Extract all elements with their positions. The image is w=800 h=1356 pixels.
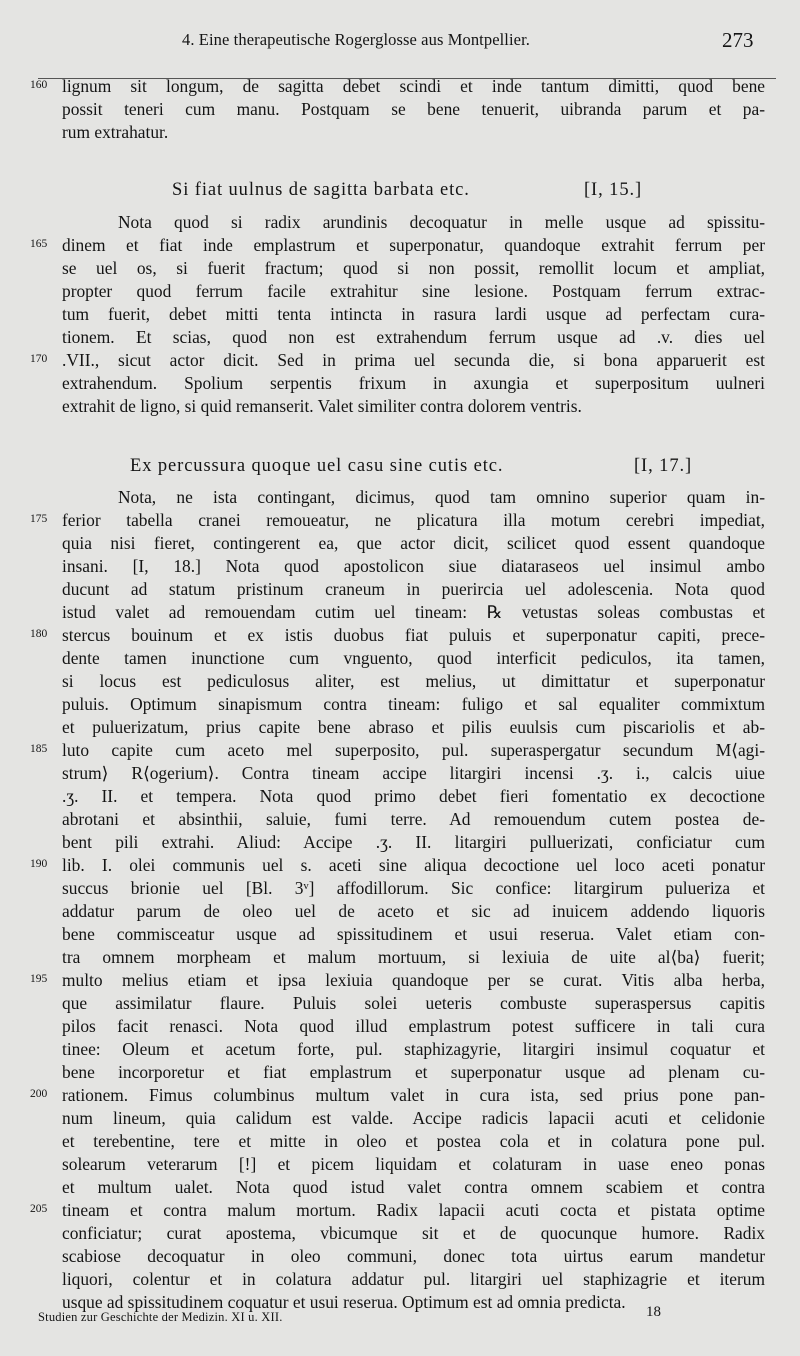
line-number: 165 (30, 238, 48, 250)
line-text: liquori, colentur et in colatura addatur pul. litargiri uel staphizagrie et iterum (62, 1269, 765, 1289)
line-text: solearum veterarum [!] et picem liquidam et colaturam in uase eneo ponas (62, 1154, 765, 1174)
line-text: istud valet ad remouendam cutim uel tineam: ℞ vetustas soleas combustas et (62, 602, 765, 622)
line-text: que assimilatur flaure. Puluis solei ueteris combuste superaspersus capitis (62, 993, 765, 1013)
line-text: tineam et contra malum mortum. Radix lapacii acuti cocta et pistata optime (62, 1200, 765, 1220)
line-text: rationem. Fimus columbinus multum valet in cura ista, sed prius pone pan- (62, 1085, 765, 1105)
line-text: Nota quod si radix arundinis decoquatur in melle usque ad spissitu- (118, 212, 765, 232)
line-text: luto capite cum aceto mel superposito, pul. superaspergatur secundum M⟨agi- (62, 740, 765, 760)
line-text: tionem. Et scias, quod non est extrahendum ferrum usque ad .v. dies uel (62, 327, 765, 347)
line-text: ferior tabella cranei remoueatur, ne plicatura illa motum cerebri impediat, (62, 510, 765, 530)
line-text: bent pili extrahi. Aliud: Accipe .ʒ. II. litargiri pulluerizati, conficiatur cum (62, 832, 765, 852)
text-line (0, 924, 800, 947)
text-line (0, 487, 800, 510)
text-line (0, 740, 800, 763)
text-line (0, 510, 800, 533)
section-heading-ref: [I, 15.] (584, 180, 643, 200)
text-line (0, 648, 800, 671)
running-title: 4. Eine therapeutische Rogerglosse aus Montpellier. (182, 30, 531, 49)
text-line (0, 533, 800, 556)
line-number: 190 (30, 858, 48, 870)
line-text: tra omnem morpheam et malum mortuum, si lexiuia de uite al⟨ba⟩ fuerit; (62, 947, 765, 967)
line-text: dente tamen inunctione cum vnguento, quod interficit pediculos, ita tamen, (62, 648, 765, 668)
text-line (0, 350, 800, 373)
text-line (0, 1200, 800, 1223)
page-header (0, 28, 800, 58)
line-text: multo melius etiam et ipsa lexiuia quandoque per se curat. Vitis alba herba, (62, 970, 765, 990)
text-line (0, 763, 800, 786)
text-line (0, 993, 800, 1016)
text-line (0, 832, 800, 855)
text-line (0, 373, 800, 396)
line-text: addatur parum de oleo uel de aceto et sic ad inuicem addendo liquoris (62, 901, 765, 921)
text-line (0, 99, 800, 122)
line-text: lignum sit longum, de sagitta debet scindi et inde tantum dimitti, quod bene (62, 76, 765, 96)
text-line (0, 878, 800, 901)
line-text: dinem et fiat inde emplastrum et superponatur, quandoque extrahit ferrum per (62, 235, 765, 255)
text-line (0, 1223, 800, 1246)
signature-mark: 18 (646, 1304, 661, 1320)
line-number: 180 (30, 628, 48, 640)
text-line (0, 1246, 800, 1269)
line-text: insani. [I, 18.] Nota quod apostolicon siue diataraseos uel insimul ambo (62, 556, 765, 576)
text-line (0, 396, 800, 419)
line-text: extrahit de ligno, si quid remanserit. Valet similiter contra dolorem ventris. (62, 396, 582, 416)
text-line (0, 122, 800, 145)
line-number: 195 (30, 973, 48, 985)
page-footer (0, 1304, 800, 1328)
line-text: strum⟩ R⟨ogerium⟩. Contra tineam accipe litargiri incensi .ʒ. i., calcis uiue (62, 763, 765, 783)
line-text: quia nisi fieret, contingerent ea, que actor dicit, scilicet quod essent quandoque (62, 533, 765, 553)
line-text: et puluerizatum, prius capite bene abraso et pilis euulsis cum piscariolis et ab- (62, 717, 765, 737)
series-title: Studien zur Geschichte der Medizin. XI u. XII. (38, 1310, 283, 1324)
line-text: tum fuerit, debet mitti tenta intincta in rasura lardi usque ad perfectam cura- (62, 304, 765, 324)
line-text: extrahendum. Spolium serpentis frixum in axungia et superpositum uulneri (62, 373, 765, 393)
text-line (0, 786, 800, 809)
line-text: ducunt ad statum pristinum craneum in puerircia uel adolescenia. Nota quod (62, 579, 765, 599)
line-text: si locus est pediculosus aliter, est melius, ut dimittatur et superponatur (62, 671, 765, 691)
text-line (0, 855, 800, 878)
text-line (0, 602, 800, 625)
text-line (0, 1085, 800, 1108)
line-text: num lineum, quia calidum est valde. Accipe radicis lapacii acuti et celidonie (62, 1108, 765, 1128)
text-line (0, 809, 800, 832)
line-text: conficiatur; curat apostema, vbicumque sit et de quocunque humore. Radix (62, 1223, 765, 1243)
line-text: usque ad spissitudinem coquatur et usui reserua. Optimum est ad omnia predicta. (62, 1292, 626, 1312)
line-text: scabiose decoquatur in oleo communi, donec tota uirtus earum mandetur (62, 1246, 765, 1266)
section-heading-text: Si fiat uulnus de sagitta barbata etc. (172, 180, 470, 200)
line-number: 205 (30, 1203, 48, 1215)
line-number: 185 (30, 743, 48, 755)
text-line (0, 304, 800, 327)
section-heading-ref: [I, 17.] (634, 456, 693, 476)
text-line (0, 671, 800, 694)
text-line (0, 76, 800, 99)
line-text: puluis. Optimum sinapismum contra tineam: fuligo et sal equaliter commixtum (62, 694, 765, 714)
text-line (0, 947, 800, 970)
line-number: 200 (30, 1088, 48, 1100)
text-line (0, 1177, 800, 1200)
text-line (0, 1016, 800, 1039)
text-line (0, 1108, 800, 1131)
text-line (0, 327, 800, 350)
line-text: rum extrahatur. (62, 122, 169, 142)
line-number: 160 (30, 79, 48, 91)
text-line (0, 258, 800, 281)
text-line (0, 1131, 800, 1154)
line-text: .ʒ. II. et tempera. Nota quod primo debet fieri fomentatio ex decoctione (62, 786, 765, 806)
line-number: 175 (30, 513, 48, 525)
line-text: se uel os, si fuerit fractum; quod si non possit, remollit locum et ampliat, (62, 258, 765, 278)
text-line (0, 717, 800, 740)
line-text: lib. I. olei communis uel s. aceti sine aliqua decoctione uel loco aceti ponatur (62, 855, 765, 875)
line-text: stercus bouinum et ex istis duobus fiat puluis et superponatur capiti, prece- (62, 625, 765, 645)
text-line (0, 1062, 800, 1085)
text-line (0, 281, 800, 304)
section-heading-text: Ex percussura quoque uel casu sine cutis etc. (130, 456, 504, 476)
text-line (0, 694, 800, 717)
line-text: bene commisceatur usque ad spissitudinem et usui reserua. Valet etiam con- (62, 924, 765, 944)
line-text: et terebentine, tere et mitte in oleo et postea cola et in colatura pone pul. (62, 1131, 765, 1151)
text-line (0, 579, 800, 602)
text-line (0, 556, 800, 579)
line-text: pilos facit renasci. Nota quod illud emplastrum potest sufficere in tali cura (62, 1016, 765, 1036)
text-line (0, 212, 800, 235)
line-text: tinee: Oleum et acetum forte, pul. staphizagyrie, litargiri insimul coquatur et (62, 1039, 765, 1059)
line-text: possit teneri cum manu. Postquam se bene tenuerit, uibranda parum et pa- (62, 99, 765, 119)
page-number: 273 (722, 28, 754, 52)
line-text: propter quod ferrum facile extrahitur sine lesione. Postquam ferrum extrac- (62, 281, 765, 301)
line-text: succus brionie uel [Bl. 3ᵛ] affodillorum. Sic confice: litargirum pulueriza et (62, 878, 765, 898)
text-line (0, 1154, 800, 1177)
line-text: bene incorporetur et fiat emplastrum et superponatur usque ad plenam cu- (62, 1062, 765, 1082)
line-text: abrotani et absinthii, saluie, fumi terre. Ad remouendum cutem postea de- (62, 809, 765, 829)
text-line (0, 625, 800, 648)
line-number: 170 (30, 353, 48, 365)
text-line (0, 235, 800, 258)
text-line (0, 1269, 800, 1292)
text-line (0, 970, 800, 993)
line-text: .VII., sicut actor dicit. Sed in prima uel secunda die, si bona apparuerit est (62, 350, 765, 370)
text-line (0, 901, 800, 924)
line-text: Nota, ne ista contingant, dicimus, quod tam omnino superior quam in- (118, 487, 765, 507)
text-line (0, 1039, 800, 1062)
line-text: et multum ualet. Nota quod istud valet contra omnem scabiem et contra (62, 1177, 765, 1197)
